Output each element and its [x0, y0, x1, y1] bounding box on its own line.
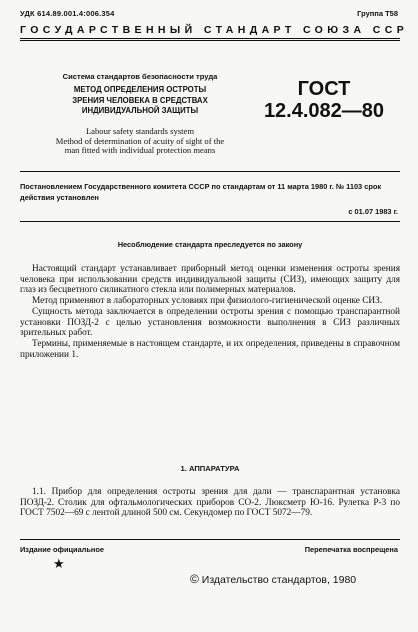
title-ru-line-3: ИНДИВИДУАЛЬНОЙ ЗАЩИТЫ	[81, 106, 199, 115]
section-body	[20, 487, 400, 519]
group-code: Группа Т58	[357, 9, 398, 18]
star-icon: ★	[53, 556, 65, 571]
section-heading: 1. АППАРАТУРА	[180, 464, 240, 473]
paragraph: Настоящий стандарт устанавливает приборный метод оценки изменения остроты зрения человека при использовании средств индивидуальной защиты (СИЗ), имеющих защиту для глаз из бесцветного силикатного стекла или полимерных материалов.	[20, 264, 400, 296]
header-rule-top	[20, 38, 400, 39]
system-title: Система стандартов безопасности труда	[62, 72, 218, 81]
title-russian	[40, 85, 240, 117]
header-rule-bottom	[20, 40, 400, 41]
title-ru-line-2: ЗРЕНИЯ ЧЕЛОВЕКА В СРЕДСТВАХ	[72, 95, 208, 105]
reprint-notice: Перепечатка воспрещена	[304, 545, 398, 554]
decree-rule	[20, 221, 400, 222]
gost-label: ГОСТ	[297, 78, 351, 100]
copyright-icon: ©	[190, 572, 199, 586]
title-en-line-3: man fitted with individual protection means	[64, 145, 216, 156]
paragraph: 1.1. Прибор для определения остроты зрения для дали — транспарантная установка ПОЗД-2. Столик для офтальмологических приборов СО-2. Люксметр Ю-16. Рулетка Р-3 по ГОСТ 7502—69 с лентой длиной 500 см. Секундомер по ГОСТ 5072—79.	[20, 487, 400, 519]
title-english	[40, 127, 240, 156]
paragraph: Сущность метода заключается в определении остроты зрения с помощью транспарантной установки ПОЗД-2 с целью установления возможности выполнения в СИЗ различных зрительных работ.	[20, 306, 400, 339]
udk-code: УДК 614.89.001.4:006.354	[20, 9, 115, 18]
effective-date: с 01.07 1983 г.	[348, 207, 398, 216]
paragraph: Термины, применяемые в настоящем стандарте, и их определения, приведены в справочном приложении 1.	[20, 338, 400, 360]
state-standard-banner: ГОСУДАРСТВЕННЫЙ СТАНДАРТ СОЮЗА ССР	[20, 24, 409, 36]
title-en-line-1: Labour safety standards system	[85, 126, 195, 136]
copyright-text: Издательство стандартов, 1980	[201, 574, 357, 586]
gost-number: 12.4.082—80	[263, 100, 385, 122]
footer-rule	[20, 539, 400, 540]
official-edition: Издание официальное	[20, 545, 105, 554]
decree-text: Постановлением Государственного комитета СССР по стандартам от 11 марта 1980 г. № 1103 срок действия установлен	[20, 182, 382, 203]
gost-designation	[254, 78, 394, 122]
intro-body	[20, 264, 400, 360]
copyright	[190, 572, 356, 586]
law-notice: Несоблюдение стандарта преследуется по закону	[117, 240, 303, 249]
title-ru-line-1: МЕТОД ОПРЕДЕЛЕНИЯ ОСТРОТЫ	[73, 85, 207, 94]
title-en-line-2: Method of determination of acuity of sight of the	[55, 135, 225, 146]
paragraph: Метод применяют в лабораторных условиях при физиолого-гигиенической оценке СИЗ.	[32, 296, 383, 307]
title-rule	[20, 171, 400, 172]
